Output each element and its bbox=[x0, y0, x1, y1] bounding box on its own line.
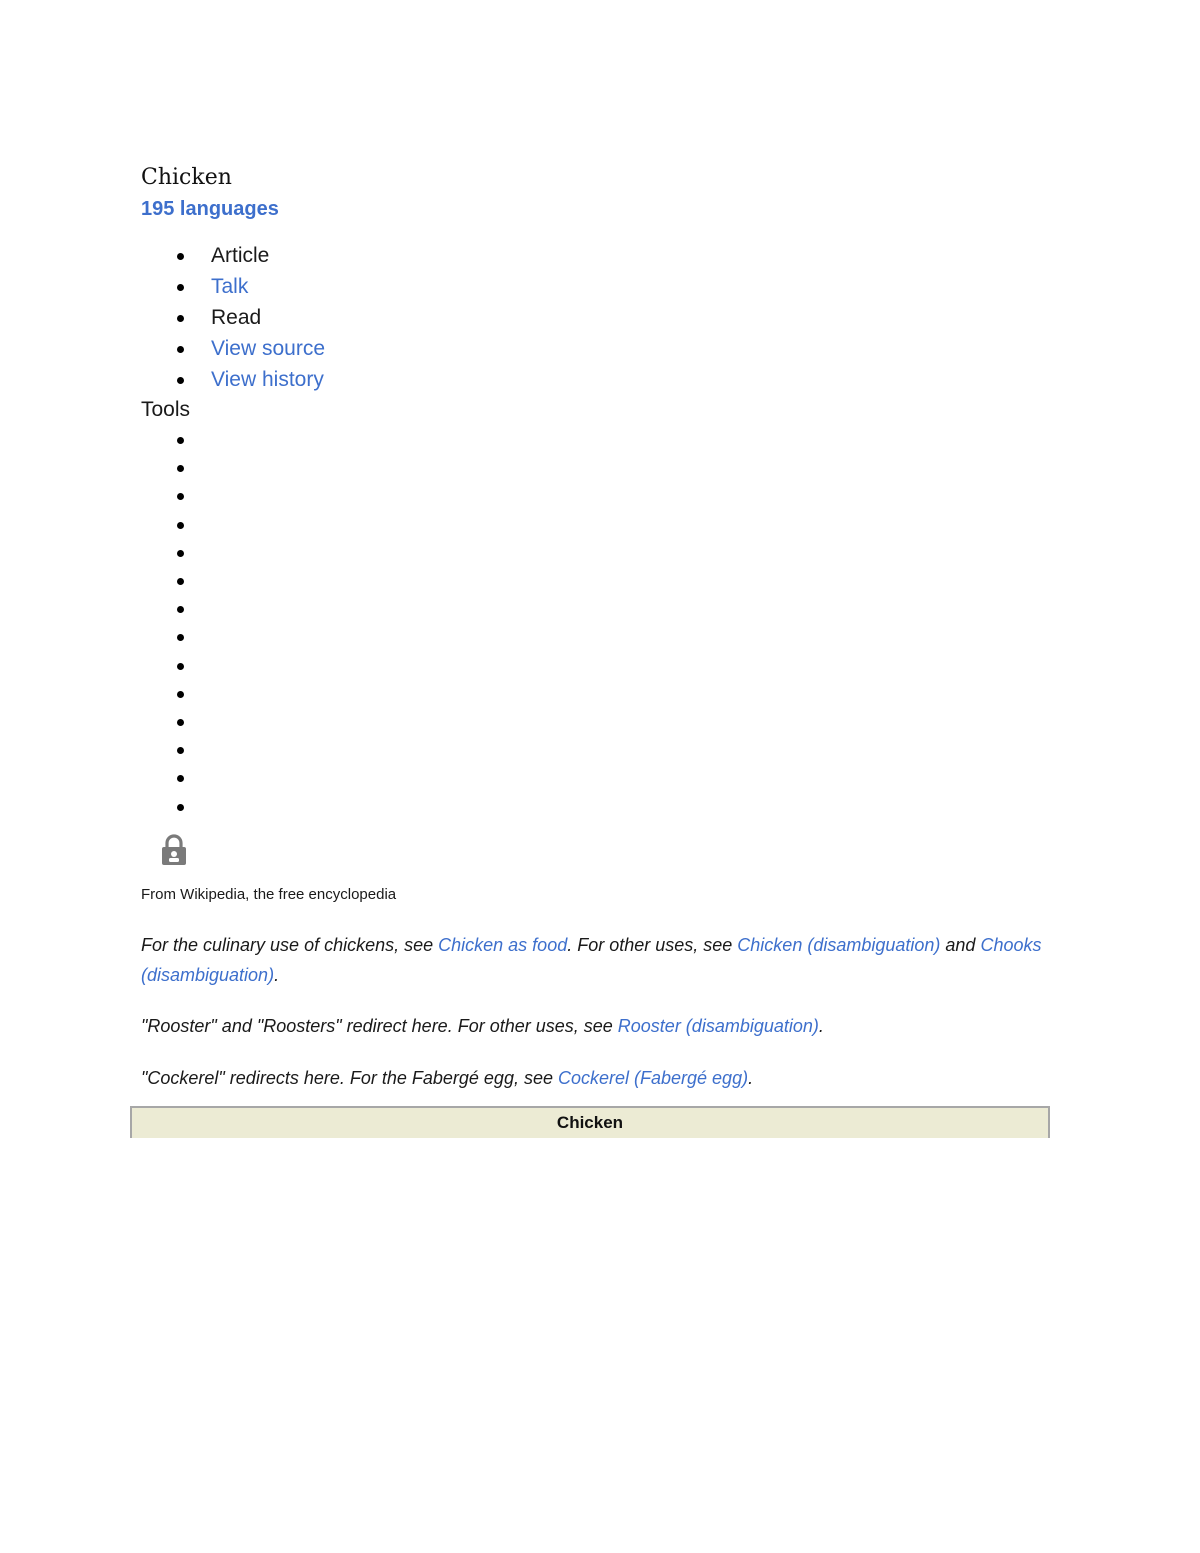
tools-label[interactable]: Tools bbox=[141, 398, 191, 421]
tools-list-item[interactable] bbox=[141, 652, 201, 680]
hatnote-text: For the culinary use of chickens, see bbox=[141, 935, 439, 955]
hatnote-text: . bbox=[748, 1068, 754, 1088]
link-cockerel-faberge-egg[interactable]: Cockerel (Fabergé egg) bbox=[557, 1068, 749, 1088]
hatnote-rooster bbox=[141, 1011, 1061, 1041]
tab-article-label: Article bbox=[211, 244, 270, 267]
lock-icon-svg bbox=[160, 834, 188, 866]
tools-list-item[interactable] bbox=[141, 708, 201, 736]
infobox bbox=[130, 1106, 1050, 1138]
tab-talk-label: Talk bbox=[211, 275, 249, 298]
tab-view-history[interactable] bbox=[141, 364, 325, 395]
hatnote-text: . bbox=[274, 965, 280, 985]
tab-view-source[interactable] bbox=[141, 333, 325, 364]
tools-list-item[interactable] bbox=[141, 595, 201, 623]
hatnote-text: . For other uses, see bbox=[567, 935, 738, 955]
infobox-title: Chicken bbox=[556, 1113, 624, 1132]
tools-list-item[interactable] bbox=[141, 511, 201, 539]
tab-read-label: Read bbox=[211, 306, 262, 329]
link-chicken-as-food[interactable]: Chicken as food bbox=[438, 935, 568, 955]
tab-view-source-label: View source bbox=[211, 337, 326, 360]
tab-article[interactable] bbox=[141, 240, 325, 271]
tools-list-item[interactable] bbox=[141, 764, 201, 792]
hatnote-culinary bbox=[141, 930, 1061, 990]
tab-read[interactable] bbox=[141, 302, 325, 333]
tools-list-item[interactable] bbox=[141, 792, 201, 820]
tools-list-item[interactable] bbox=[141, 623, 201, 651]
page-title: Chicken bbox=[141, 165, 232, 190]
tools-list-item[interactable] bbox=[141, 567, 201, 595]
tools-list-item[interactable] bbox=[141, 482, 201, 510]
tools-list-item[interactable] bbox=[141, 426, 201, 454]
tagline: From Wikipedia, the free encyclopedia bbox=[141, 886, 397, 903]
link-rooster-disambiguation[interactable]: Rooster (disambiguation) bbox=[617, 1016, 819, 1036]
link-chicken-disambiguation[interactable]: Chicken (disambiguation) bbox=[737, 935, 941, 955]
lock-icon[interactable] bbox=[160, 834, 188, 866]
page-tabs bbox=[141, 240, 325, 395]
hatnote-text: . bbox=[818, 1016, 824, 1036]
tools-list-item[interactable] bbox=[141, 454, 201, 482]
tab-talk[interactable] bbox=[141, 271, 325, 302]
tools-list-item[interactable] bbox=[141, 736, 201, 764]
tools-list-item[interactable] bbox=[141, 539, 201, 567]
link-chooks-disambiguation[interactable]: Chooks (disambiguation) bbox=[141, 935, 1042, 985]
hatnote-text: "Cockerel" redirects here. For the Fabergé egg, see bbox=[141, 1068, 558, 1088]
tools-list-item[interactable] bbox=[141, 680, 201, 708]
tab-view-history-label: View history bbox=[211, 368, 324, 391]
languages-link[interactable]: 195 languages bbox=[141, 198, 279, 220]
tools-list bbox=[141, 426, 201, 821]
hatnote-cockerel bbox=[141, 1063, 1061, 1093]
hatnote-text: "Rooster" and "Roosters" redirect here. For other uses, see bbox=[141, 1016, 618, 1036]
hatnote-text: and bbox=[940, 935, 981, 955]
